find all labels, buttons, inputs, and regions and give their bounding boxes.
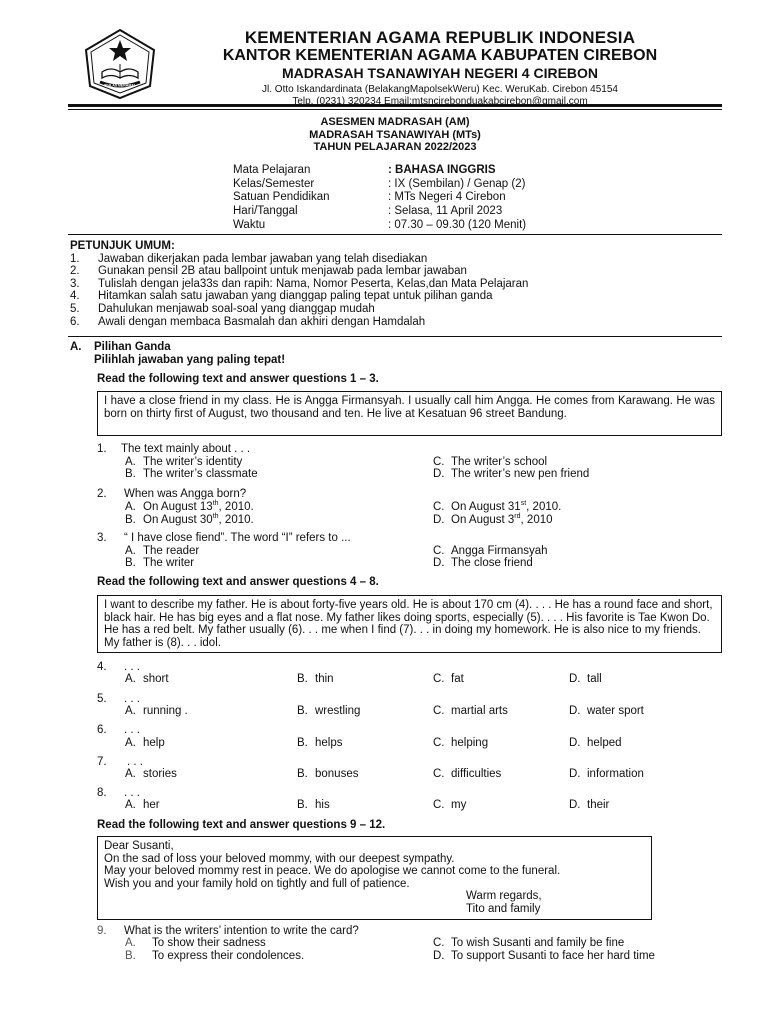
option-a[interactable]: A. running . [125, 705, 188, 717]
reading-instruction: Read the following text and answer questions 9 – 12. [97, 819, 386, 831]
info-row: Hari/Tanggal : Selasa, 11 April 2023 [233, 205, 503, 218]
option-a[interactable]: A. The reader [125, 545, 200, 557]
header-divider [68, 104, 722, 107]
option-b[interactable]: B. To express their condolences. [125, 950, 305, 962]
option-d[interactable]: D. helped [569, 737, 622, 749]
question-4: 4. . . . [97, 661, 140, 673]
option-d[interactable]: D. To support Susanti to face her hard time [433, 950, 655, 962]
option-c[interactable]: C. difficulties [433, 768, 502, 780]
option-a[interactable]: A. help [125, 737, 165, 749]
letterhead [170, 28, 710, 108]
general-instructions [70, 240, 720, 328]
instructions-title: PETUNJUK UMUM: [70, 240, 175, 252]
instruction-item: 2. Gunakan pensil 2B atau ballpoint untuk menjawab pada lembar jawaban [70, 265, 467, 278]
option-a[interactable]: A. On August 13th, 2010. [125, 500, 254, 513]
info-divider [68, 234, 722, 235]
option-c[interactable]: C. To wish Susanti and family be fine [433, 937, 625, 949]
instruction-item: 3. Tulislah dengan jela33s dan rapih: Nama, Nomor Peserta, Kelas,dan Mata Pelajaran [70, 277, 529, 290]
instruction-item: 1. Jawaban dikerjakan pada lembar jawaban yang telah disediakan [70, 252, 428, 265]
header-divider-thin [68, 109, 722, 110]
option-d[interactable]: D. The writer’s new pen friend [433, 468, 590, 480]
question-6: 6. . . . [97, 724, 140, 736]
instruction-item: 4. Hitamkan salah satu jawaban yang dianggap paling tepat untuk pilihan ganda [70, 290, 493, 303]
option-b[interactable]: B. his [297, 799, 330, 811]
option-a[interactable]: A. her [125, 799, 160, 811]
question-9: 9. What is the writers’ intention to write the card? [97, 925, 359, 937]
option-b[interactable]: B. bonuses [297, 768, 359, 780]
option-b[interactable]: B. The writer’s classmate [125, 468, 258, 480]
option-d[interactable]: D. The close friend [433, 557, 533, 569]
svg-text:IKHLAS BERAMAL: IKHLAS BERAMAL [103, 83, 137, 88]
reading-passage-2: I want to describe my father. He is about forty-five years old. He is about 170 cm (4). . . . He has a round face and short, black hair. He has big eyes and a flat nose. My father likes doing sports, especially (5). . . . His favorite is Tae Kwon Do. He has a red belt. My father usually (6). . . me when I find (7). . . in doing my homework. He is also nice to my friends. My father is (8). . . idol. [97, 595, 722, 653]
info-row: Kelas/Semester : IX (Sembilan) / Genap (2) [233, 177, 526, 190]
question-3: 3. “ I have close fiend”. The word “I” refers to ... [97, 532, 351, 544]
option-d[interactable]: D. tall [569, 673, 602, 685]
reading-instruction: Read the following text and answer questions 4 – 8. [97, 576, 379, 588]
option-b[interactable]: B. The writer [125, 557, 195, 569]
option-d[interactable]: D. water sport [569, 705, 644, 717]
reading-instruction: Read the following text and answer questions 1 – 3. [97, 373, 379, 385]
question-7: 7. . . . [97, 756, 143, 768]
info-row: Waktu : 07.30 – 09.30 (120 Menit) [233, 218, 527, 231]
instructions-divider [68, 336, 722, 337]
option-b[interactable]: B. thin [297, 673, 334, 685]
kemenag-logo [80, 28, 160, 100]
option-a[interactable]: A. To show their sadness [125, 937, 266, 949]
condolence-card: Dear Susanti, On the sad of loss your beloved mommy, with our deepest sympathy. May your beloved mommy rest in peace. We do apologise we cannot come to the funeral. Wish you and your family hold on tightly and full of patience. Warm regards, Tito and family [97, 836, 652, 920]
question-8: 8. . . . [97, 787, 140, 799]
option-b[interactable]: B. wrestling [297, 705, 361, 717]
info-row: Mata Pelajaran : BAHASA INGGRIS [233, 164, 496, 176]
office-name: KANTOR KEMENTERIAN AGAMA KABUPATEN CIREBON [222, 47, 658, 64]
school-address: Jl. Otto Iskandardinata (BelakangMapolsekWeru) Kec. WeruKab. Cirebon 45154 [262, 84, 618, 95]
option-d[interactable]: D. their [569, 799, 610, 811]
option-c[interactable]: C. Angga Firmansyah [433, 545, 548, 557]
exam-info [233, 164, 526, 233]
option-d[interactable]: D. On August 3rd, 2010 [433, 513, 553, 526]
option-c[interactable]: C. fat [433, 673, 464, 685]
instruction-item: 6. Awali dengan membaca Basmalah dan akhiri dengan Hamdalah [70, 315, 426, 328]
section-heading: A. Pilihan Ganda Pilihlah jawaban yang paling tepat! [70, 341, 286, 366]
email-link[interactable]: mtsncirebonduakabcirebon@gmail.com [411, 96, 588, 107]
question-2: 2. When was Angga born? [97, 488, 247, 500]
option-a[interactable]: A. The writer’s identity [125, 456, 243, 468]
instruction-item: 5. Dahulukan menjawab soal-soal yang dianggap mudah [70, 302, 375, 315]
option-c[interactable]: C. martial arts [433, 705, 508, 717]
exam-title: ASESMEN MADRASAH (AM) MADRASAH TSANAWIYAH (MTs) TAHUN PELAJARAN 2022/2023 [309, 116, 481, 153]
question-1: 1. The text mainly about . . . [97, 443, 251, 455]
option-a[interactable]: A. short [125, 673, 169, 685]
school-contact: Telp. (0231) 320234 Email:mtsncirebonduakabcirebon@gmail.com [292, 96, 588, 107]
option-c[interactable]: C. my [433, 799, 467, 811]
option-d[interactable]: D. information [569, 768, 644, 780]
option-a[interactable]: A. stories [125, 768, 177, 780]
option-b[interactable]: B. On August 30th, 2010. [125, 513, 254, 526]
option-c[interactable]: C. helping [433, 737, 489, 749]
school-name: MADRASAH TSANAWIYAH NEGERI 4 CIREBON [281, 65, 599, 81]
reading-passage-1: I have a close friend in my class. He is Angga Firmansyah. I usually call him Angga. He comes from Karawang. He was born on thirty first of August, two thousand and ten. He live at Kesatuan 96 street Bandung. [97, 391, 722, 436]
option-c[interactable]: C. On August 31st, 2010. [433, 500, 562, 513]
ministry-name: KEMENTERIAN AGAMA REPUBLIK INDONESIA [244, 28, 636, 47]
info-row: Satuan Pendidikan : MTs Negeri 4 Cirebon [233, 191, 506, 204]
question-5: 5. . . . [97, 693, 140, 705]
option-c[interactable]: C. The writer’s school [433, 456, 548, 468]
option-b[interactable]: B. helps [297, 737, 343, 749]
